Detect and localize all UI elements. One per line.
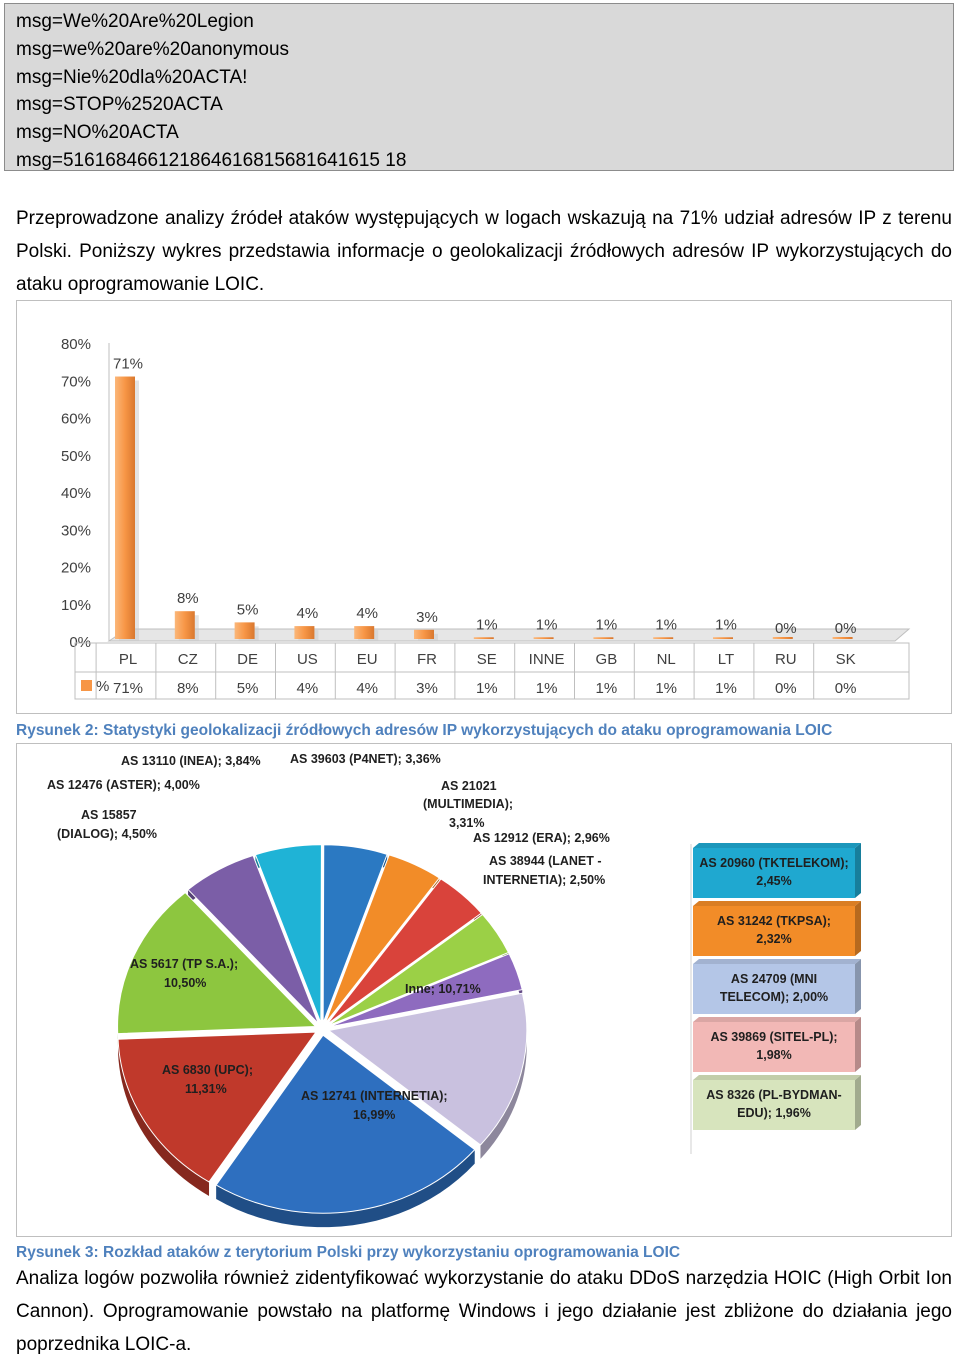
pie-label-lanet: INTERNETIA); 2,50% <box>483 873 606 887</box>
legend-box-label: AS 8326 (PL-BYDMAN- <box>706 1088 842 1102</box>
x-tick-label: SK <box>835 651 856 668</box>
code-line: msg=we%20are%20anonymous <box>16 38 290 60</box>
bar <box>414 630 434 639</box>
data-label: 1% <box>655 616 678 634</box>
table-value: 1% <box>655 680 678 697</box>
table-value: 0% <box>834 680 857 697</box>
table-value: 3% <box>416 680 438 697</box>
bar <box>354 626 374 639</box>
pie-chart <box>17 744 951 1236</box>
data-label: 0% <box>774 620 797 637</box>
y-tick-label: 0% <box>69 634 91 651</box>
legend-box-top <box>693 1075 861 1080</box>
pie-label-upc: 11,31% <box>185 1082 227 1096</box>
legend-box-label: AS 39869 (SITEL-PL); <box>710 1030 838 1044</box>
table-value: 4% <box>356 680 379 697</box>
legend-box-top <box>693 901 861 906</box>
pie-label-inea: AS 13110 (INEA); 3,84% <box>121 754 261 768</box>
x-tick-label: FR <box>417 651 437 668</box>
bar <box>833 637 853 639</box>
data-label: 5% <box>236 601 259 619</box>
table-value: 1% <box>475 680 498 697</box>
bar <box>773 637 793 639</box>
bar <box>175 611 195 639</box>
series-name: % <box>96 678 110 695</box>
legend-box-label: AS 24709 (MNI <box>730 972 818 986</box>
intro-paragraph: Przeprowadzone analizy źródeł ataków występujących w logach wskazują na 71% udział adresów IP z terenu Polski. Poniższy wykres przedstawia informacje o geolokalizacji źródłowych adresów IP wykorzystujących do ataku oprogramowanie LOIC. <box>16 208 952 295</box>
data-label: 4% <box>296 605 319 623</box>
pie-label-lanet: AS 38944 (LANET - <box>489 854 602 868</box>
code-line: msg=516168466121864616815681641615 18 <box>16 149 407 171</box>
code-line: msg=Nie%20dla%20ACTA! <box>16 66 248 88</box>
legend-box-side <box>855 901 861 956</box>
bar-chart <box>17 301 951 713</box>
pie-label-aster: AS 12476 (ASTER); 4,00% <box>47 778 200 792</box>
pie-label-internetia: AS 12741 (INTERNETIA); <box>301 1089 448 1103</box>
legend-box-label: 1,98% <box>756 1048 792 1062</box>
bar-chart-frame <box>16 300 952 714</box>
pie-label-tp: 10,50% <box>164 976 207 990</box>
x-tick-label: DE <box>237 651 259 668</box>
legend-box-top <box>693 959 861 964</box>
legend-box-label: TELECOM); 2,00% <box>719 990 829 1004</box>
y-tick-label: 40% <box>60 485 91 502</box>
pie-label-p4net: AS 39603 (P4NET); 3,36% <box>290 752 441 766</box>
figure-caption-2: Rysunek 2: Statystyki geolokalizacji źródłowych adresów IP wykorzystujących do ataku oprogramowania LOIC <box>16 722 833 739</box>
table-value: 1% <box>535 680 558 697</box>
y-tick-label: 70% <box>60 373 91 391</box>
pie-label-multimedia: 3,31% <box>449 816 485 830</box>
bar <box>653 637 673 639</box>
legend-box-label: AS 31242 (TKPSA); <box>717 914 831 928</box>
legend-box-label: 2,45% <box>756 874 792 888</box>
data-label: 4% <box>356 605 379 623</box>
table-value: 8% <box>176 680 199 697</box>
x-tick-label: SE <box>476 651 497 668</box>
legend-box-side <box>855 843 861 898</box>
bar <box>294 626 314 639</box>
data-label: 8% <box>176 590 199 608</box>
pie-label-inne: Inne; 10,71% <box>405 982 481 996</box>
pie-label-era: AS 12912 (ERA); 2,96% <box>473 831 610 845</box>
pie-label-dialog: AS 15857 <box>81 808 137 822</box>
bar <box>235 622 255 639</box>
x-tick-label: RU <box>774 651 797 668</box>
table-value: 1% <box>595 680 618 697</box>
legend-box-label: EDU); 1,96% <box>737 1106 811 1120</box>
x-tick-label: US <box>296 651 318 668</box>
pie-label-internetia: 16,99% <box>353 1108 396 1122</box>
code-line: msg=NO%20ACTA <box>16 122 179 144</box>
pie-label-upc: AS 6830 (UPC); <box>162 1063 253 1077</box>
legend-box-side <box>855 959 861 1014</box>
y-tick-label: 30% <box>60 522 91 540</box>
pie-label-tp: AS 5617 (TP S.A.); <box>130 957 239 971</box>
legend-box-side <box>855 1075 861 1130</box>
bar <box>593 637 613 639</box>
x-tick-label: PL <box>118 651 138 668</box>
x-tick-label: GB <box>595 651 618 668</box>
x-tick-label: INNE <box>528 651 565 668</box>
table-value: 5% <box>236 680 259 697</box>
y-tick-label: 50% <box>60 447 91 465</box>
data-label: 0% <box>834 620 857 637</box>
legend-box-side <box>855 1017 861 1072</box>
legend-box-top <box>693 1017 861 1022</box>
x-tick-label: LT <box>717 651 735 668</box>
x-tick-label: NL <box>656 651 676 668</box>
table-value: 1% <box>715 680 737 697</box>
data-label: 1% <box>715 616 737 634</box>
bar <box>474 637 494 639</box>
data-label: 1% <box>475 616 498 634</box>
legend-box-label: AS 20960 (TKTELEKOM); <box>699 856 849 870</box>
data-label: 1% <box>535 616 558 634</box>
bar <box>534 637 554 639</box>
table-value: 4% <box>296 680 319 697</box>
pie-label-dialog: (DIALOG); 4,50% <box>57 827 158 841</box>
data-label: 1% <box>595 616 618 634</box>
code-line: msg=STOP%2520ACTA <box>16 94 223 116</box>
figure-caption-3: Rysunek 3: Rozkład ataków z terytorium Polski przy wykorzystaniu oprogramowania LOIC <box>16 1244 681 1261</box>
pie-label-multimedia: AS 21021 <box>441 779 497 793</box>
legend-box-label: 2,32% <box>756 932 792 946</box>
y-tick-label: 20% <box>60 559 91 577</box>
legend-box-top <box>693 843 861 848</box>
table-value: 0% <box>774 680 797 697</box>
legend-swatch <box>81 680 92 691</box>
x-tick-label: EU <box>356 651 378 668</box>
pie-chart-frame <box>16 743 952 1237</box>
code-line: msg=We%20Are%20Legion <box>16 11 254 32</box>
data-label: 71% <box>112 355 144 373</box>
bar <box>713 637 733 639</box>
y-tick-label: 80% <box>60 336 91 353</box>
pie-label-multimedia: (MULTIMEDIA); <box>423 797 514 811</box>
y-tick-label: 10% <box>60 596 91 614</box>
data-label: 3% <box>416 608 438 626</box>
code-box <box>4 3 954 171</box>
table-value: 71% <box>112 680 144 697</box>
bar <box>115 377 135 639</box>
hoic-paragraph: Analiza logów pozwoliła również zidentyfikować wykorzystanie do ataku DDoS narzędzia HOIC (High Orbit Ion Cannon). Oprogramowanie powstało na platformę Windows i jego działanie jest zbliżone do działania jego poprzednika LOIC-a. <box>16 1268 952 1355</box>
x-tick-label: CZ <box>177 651 198 668</box>
y-tick-label: 60% <box>60 410 91 428</box>
